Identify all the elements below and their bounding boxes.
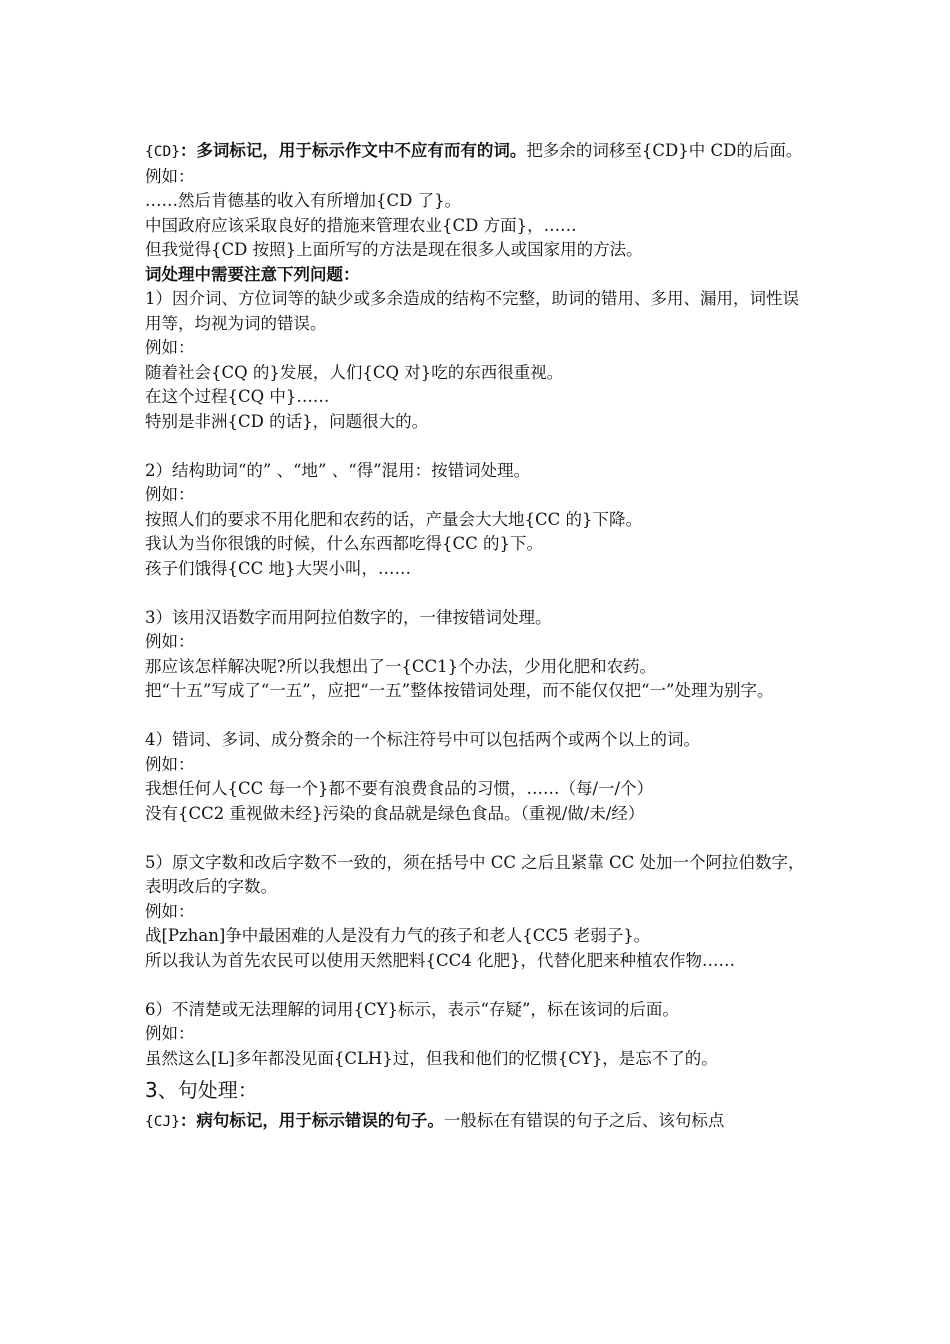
note-item-2-example: 孩子们饿得{CC 地}大哭小叫，…… (145, 558, 411, 578)
note-item-1-example-label: 例如： (145, 338, 195, 357)
note-item-4-example: 没有{CC2 重视做未经}污染的食品就是绿色食品。（重视/做/未/经） (145, 803, 645, 823)
cd-tag: {CD} (145, 144, 180, 160)
section-3-heading: 3、句处理： (145, 1078, 258, 1102)
cd-example: 但我觉得{CD 按照}上面所写的方法是现在很多人或国家用的方法。 (145, 240, 643, 259)
note-item-3-example: 那应该怎样解决呢?所以我想出了一{CC1}个办法，少用化肥和农药。 (145, 656, 657, 676)
note-item-5-example: 所以我认为首先农民可以使用天然肥料{CC4 化肥}，代替化肥来种植农作物…… (145, 950, 735, 970)
note-item-3-example: 把“十五”写成了“一五”，应把“一五”整体按错词处理，而不能仅仅把“一”处理为别字。 (145, 681, 774, 700)
note-item-4-example: 我想任何人{CC 每一个}都不要有浪费食品的习惯，……（每/一/个） (145, 779, 654, 798)
note-item-1-example: 特别是非洲{CD 的话}，问题很大的。 (145, 411, 429, 431)
note-item-1-example: 在这个过程{CQ 中}…… (145, 387, 330, 406)
cd-definition (145, 139, 815, 165)
note-item-4-example-label: 例如： (145, 754, 195, 774)
cj-definition (145, 1109, 815, 1135)
note-item-2-example: 按照人们的要求不用化肥和农药的话，产量会大大地{CC 的}下降。 (145, 509, 642, 529)
note-item-6: 6）不清楚或无法理解的词用{CY}标示，表示“存疑”，标在该词的后面。 (145, 999, 679, 1019)
cj-definition-bold: ：病句标记，用于标示错误的句子。 (179, 1111, 444, 1130)
note-item-2-example-label: 例如： (145, 485, 195, 504)
note-item-3: 3）该用汉语数字而用阿拉伯数字的，一律按错词处理。 (145, 607, 552, 627)
note-item-4: 4）错词、多词、成分赘余的一个标注符号中可以包括两个或两个以上的词。 (145, 730, 700, 749)
cd-definition-rest: 把多余的词移至{CD}中 CD的后面。 (526, 141, 803, 160)
note-item-5: 5）原文字数和改后字数不一致的，须在括号中 CC 之后且紧靠 CC 处加一个阿拉伯数字，表明改后的字数。 (145, 852, 805, 896)
cd-example: 中国政府应该采取良好的措施来管理农业{CD 方面}，…… (145, 215, 577, 235)
spacer (145, 973, 815, 998)
note-item-1: 1）因介词、方位词等的缺少或多余造成的结构不完整，助词的错用、多用、漏用，词性误用等，均视为词的错误。 (145, 289, 799, 333)
note-item-6-example-label: 例如： (145, 1024, 195, 1043)
spacer (145, 704, 815, 729)
cj-tag: {CJ} (145, 1114, 180, 1130)
note-item-6-example: 虽然这么[L]多年都没见面{CLH}过，但我和他们的忆惯{CY}，是忘不了的。 (145, 1048, 718, 1068)
cd-definition-bold: ：多词标记，用于标示作文中不应有而有的词。 (179, 141, 527, 160)
note-item-2: 2）结构助词“的” 、“地” 、“得”混用：按错词处理。 (145, 460, 531, 480)
note-item-1-example: 随着社会{CQ 的}发展，人们{CQ 对}吃的东西很重视。 (145, 362, 564, 382)
spacer (145, 826, 815, 851)
notes-heading: 词处理中需要注意下列问题： (145, 264, 360, 284)
cd-example: ……然后肯德基的收入有所增加{CD 了}。 (145, 191, 462, 210)
note-item-3-example-label: 例如： (145, 632, 195, 651)
cj-definition-rest: 一般标在有错误的句子之后、该句标点 (443, 1111, 725, 1130)
document-body (145, 139, 815, 1135)
note-item-2-example: 我认为当你很饿的时候，什么东西都吃得{CC 的}下。 (145, 534, 543, 553)
spacer (145, 581, 815, 606)
note-item-5-example-label: 例如： (145, 901, 195, 921)
spacer (145, 434, 815, 459)
cd-example-label: 例如： (145, 166, 195, 186)
note-item-5-example: 战[Pzhan]争中最困难的人是没有力气的孩子和老人{CC5 老弱子}。 (145, 926, 651, 945)
